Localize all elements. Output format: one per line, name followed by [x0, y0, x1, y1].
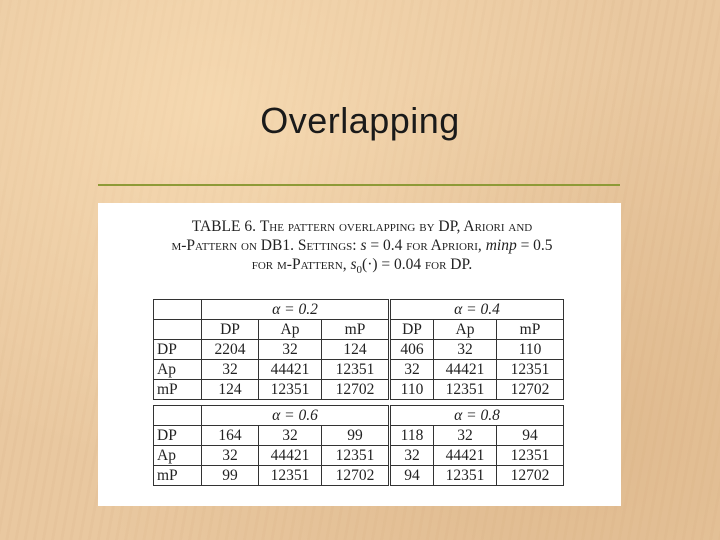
table-cell: 164	[202, 426, 259, 446]
table-cell: 12702	[322, 380, 390, 400]
table-group-header-row	[154, 300, 564, 320]
caption-text-4: = 0.5	[516, 237, 553, 254]
caption-line-2	[112, 236, 612, 255]
table-cell: 12351	[259, 380, 322, 400]
caption-table-number: TABLE 6.	[191, 218, 260, 235]
caption-text-3: = 0.4 for Apriori,	[366, 237, 486, 254]
row-label: mP	[154, 466, 202, 486]
caption-text-5: for m-Pattern,	[251, 256, 351, 273]
table-cell: 12351	[322, 360, 390, 380]
table-cell: 44421	[434, 446, 497, 466]
table-group-header-row	[154, 406, 564, 426]
table-cell: 118	[390, 426, 434, 446]
caption-line-1	[112, 217, 612, 236]
column-header: Ap	[259, 320, 322, 340]
table-row	[154, 446, 564, 466]
column-header: mP	[497, 320, 564, 340]
table-cell: 12351	[497, 360, 564, 380]
table-cell: 99	[202, 466, 259, 486]
title-divider	[98, 184, 620, 186]
table-row	[154, 360, 564, 380]
table-cell: 12702	[497, 466, 564, 486]
table-cell: 32	[434, 340, 497, 360]
table-cell: 124	[322, 340, 390, 360]
caption-var-minp: minp	[485, 237, 517, 254]
table-cell: 32	[390, 446, 434, 466]
table-cell: 32	[202, 360, 259, 380]
table-corner-cell	[154, 406, 202, 426]
table-cell: 12702	[497, 380, 564, 400]
slide-title: Overlapping	[260, 100, 460, 141]
table-row	[154, 426, 564, 446]
table-cell: 12702	[322, 466, 390, 486]
caption-var-s: s	[360, 237, 367, 254]
table-cell: 32	[202, 446, 259, 466]
table-row	[154, 466, 564, 486]
table-cell: 12351	[434, 380, 497, 400]
table-cell: 110	[497, 340, 564, 360]
row-label: Ap	[154, 360, 202, 380]
row-label: DP	[154, 340, 202, 360]
column-header: DP	[202, 320, 259, 340]
caption-text-6: (·) = 0.04 for DP.	[362, 256, 473, 273]
table-cell: 94	[390, 466, 434, 486]
column-header: Ap	[434, 320, 497, 340]
table-cell: 406	[390, 340, 434, 360]
table-cell: 99	[322, 426, 390, 446]
caption-text-2: m-Pattern on DB1. Settings:	[171, 237, 361, 254]
row-label: DP	[154, 426, 202, 446]
table-cell: 12351	[497, 446, 564, 466]
caption-subscript: 0	[356, 264, 363, 277]
group-header-alpha-0-2: α = 0.2	[202, 300, 390, 320]
caption-text-1: The pattern overlapping by DP, Ariori and	[259, 218, 533, 235]
column-header: DP	[390, 320, 434, 340]
table-cell: 12351	[259, 466, 322, 486]
table-cell: 32	[259, 340, 322, 360]
caption-line-3	[112, 255, 612, 280]
table-cell: 32	[434, 426, 497, 446]
table-cell: 94	[497, 426, 564, 446]
table-cell: 110	[390, 380, 434, 400]
row-label: Ap	[154, 446, 202, 466]
table-cell: 124	[202, 380, 259, 400]
group-header-alpha-0-8: α = 0.8	[390, 406, 564, 426]
table-cell: 2204	[202, 340, 259, 360]
table-row	[154, 380, 564, 400]
overlap-table-bottom	[153, 405, 564, 486]
table-cell: 44421	[259, 360, 322, 380]
table-cell: 12351	[434, 466, 497, 486]
caption-var-s0: s	[350, 256, 357, 273]
group-header-alpha-0-4: α = 0.4	[390, 300, 564, 320]
table-cell: 32	[259, 426, 322, 446]
table-image	[98, 203, 621, 506]
table-caption	[112, 217, 612, 280]
table-cell: 32	[390, 360, 434, 380]
column-header: mP	[322, 320, 390, 340]
group-header-alpha-0-6: α = 0.6	[202, 406, 390, 426]
row-label: mP	[154, 380, 202, 400]
table-cell: 12351	[322, 446, 390, 466]
table-corner-cell	[154, 300, 202, 320]
overlap-table-top	[153, 299, 564, 400]
table-cell: 44421	[259, 446, 322, 466]
table-column-header-row	[154, 320, 564, 340]
table-corner-cell	[154, 320, 202, 340]
table-cell: 44421	[434, 360, 497, 380]
table-row	[154, 340, 564, 360]
